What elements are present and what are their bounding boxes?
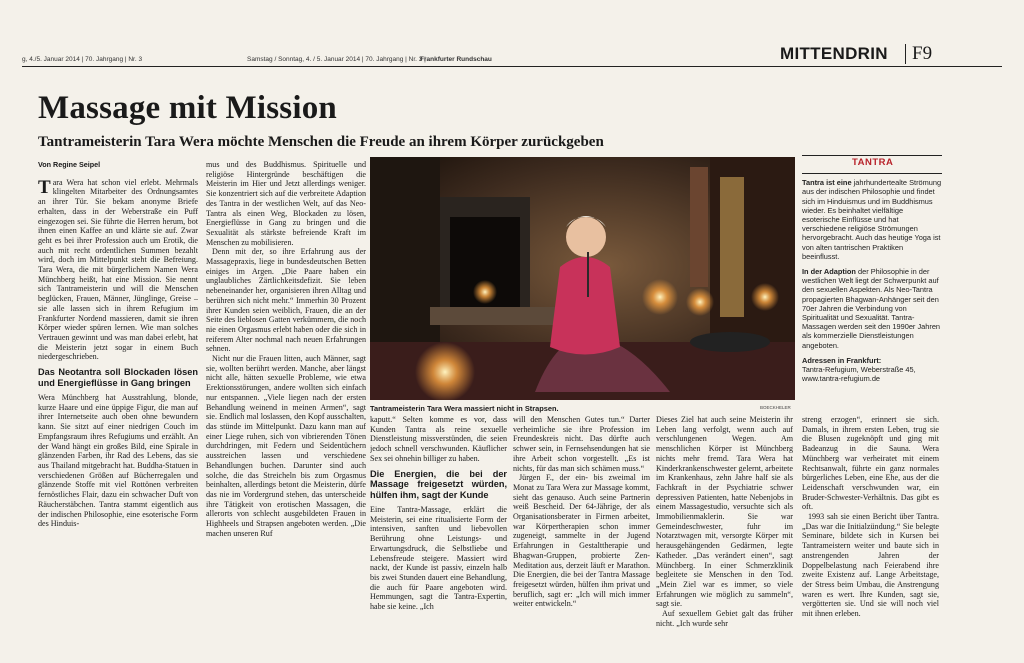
paragraph: Nicht nur die Frauen litten, auch Männer, sagt sie, wollten berührt werden. Manche, aber längst nicht alle, hätten sexuelle Probleme, wie etwa Erektionsstörungen, andere wollten sich einfach nur entspannen. „Viele liegen nach der ersten Behandlung weinend in meinen Armen“, sagt sie. Endlich mal loslassen, den Kopf ausschalten, das stünde im Mittelpunkt. Dazu kann man auf einer Liege ruhen, sich von vibrierenden Tönen durchdringen, mit Federn und Seidentüchern ausstreichen lassen und verschiedene Behandlungen buchen. Darunter sind auch solche, die das Streicheln bis zum Orgasmus beinhalten, allerdings betont die Meisterin, dürfe das nie im Vordergrund stehen, das unterscheide ihre Tätigkeit von erotischen Massagen, die allerorts von schlecht ausgebildeten Frauen in Highheels und Strapsen angeboten werden. „Die machen unseren Ruf	[206, 354, 366, 538]
article-column-3	[370, 415, 507, 650]
article-column-4	[513, 415, 650, 650]
info-box-title: TANTRA	[852, 157, 894, 168]
info-box-top-rule	[802, 155, 942, 156]
paragraph: Auf sexuellem Gebiet galt das früher nicht. „Ich wurde sehr	[656, 609, 793, 628]
info-address: Adressen in Frankfurt:	[802, 355, 882, 365]
paragraph: Wera Münchberg hat Ausstrahlung, blonde, kurze Haare und eine üppige Figur, die man auf ihrer Internetseite auch oben ohne bewundern kann. Sie sitzt auf einer niedrigen Couch im Empfangsraum ihres Refugiums und erzählt. An der Wand hängt ein großes Bild, eine Spirale in glänzenden Farben, ihr Rad des Lebens, das sie aus Thailand mitgebracht hat. Buddha-Statuen in verschiedenen Größen auf Bücherregalen und glänzende Stoffe mit viel Rottönen verbreiten fernöstliches Flair, dazu ein schwacher Duft von Räucherstäbchen. Tantra stammt eigentlich aus der indischen Philosophie, eine esoterische Form des Hinduis-	[38, 393, 198, 529]
info-paragraph: In der Adaption der Philosophie in der westlichen Welt liegt der Schwerpunkt auf den sexuellen Aspekten. Als Neo-Tantra propagierten Bhagwan-Anhänger seit den 70er Jahren die Verbindung von Spiritualität und Sexualität. Tantra-Massagen werden seit den 1990er Jahren als kommerzielle Dienstleistungen angeboten.	[802, 267, 941, 350]
info-box-title-rule	[802, 173, 942, 174]
article-column-2	[206, 160, 366, 650]
page-number: F9	[912, 43, 933, 64]
paragraph: kaputt.“ Selten komme es vor, dass Kunden Tantra als reine sexuelle Dienstleistung missverstünden, die seien jedoch schnell verschwunden. Käuflicher Sex sei ohnehin billiger zu haben.	[370, 415, 507, 463]
masthead-left-date: g, 4./5. Januar 2014 | 70. Jahrgang | Nr. 3	[22, 56, 143, 63]
masthead-center-date: Samstag / Sonntag, 4. / 5. Januar 2014 | 70. Jahrgang | Nr. 3 |	[247, 56, 426, 63]
paragraph: 1993 sah sie einen Bericht über Tantra. „Das war die Initialzündung.“ Sie belegte Seminare, bildete sich in Kursen bei Tantrameistern weiter und baute sich in anstrengenden Jahren der Doppelbelastung nach Feierabend ihre zweite Existenz auf. Lange Arbeitstage, der Stress beim Umbau, die Anstrengung waren es wert. Ihre Kunden, sagt sie, vergötterten sie. Und sie will noch viel mit ihnen erleben.	[802, 512, 939, 619]
info-paragraph: Tantra ist eine jahrhundertealte Strömung aus der indischen Philosophie und findet sich im Hinduismus und im Buddhismus wieder. Es beinhaltet vielfältige esoterische Einflüsse und hat verschiedene religiöse Strömungen hervorgebracht. Auch das heutige Yoga ist von alten tantrischen Praktiken beeinflusst.	[802, 178, 942, 261]
masthead-rule	[22, 66, 1002, 67]
paragraph: streng erzogen“, erinnert sie sich. Damals, in ihrem ersten Leben, trug sie die Blusen zugeknöpft und ging mit Badeanzug in die Sauna. Wera Münchberg war verheiratet mit einem Rechtsanwalt, führte ein ganz normales bürgerliches Leben, eine Ehe, aus der die Leidenschaft verschwunden war, ein Bruder-Schwester-Verhältnis. Das gibt es oft.	[802, 415, 939, 512]
column-subheading: Das Neotantra soll Blockaden lösen und Energieflüsse in Gang bringen	[38, 367, 198, 388]
byline: Von Regine Seipel	[38, 160, 101, 169]
article-subheadline: Tantrameisterin Tara Wera möchte Menschen die Freude an ihrem Körper zurückgeben	[38, 134, 604, 150]
paragraph: Denn mit der, so ihre Erfahrung aus der Massagepraxis, liege in bundesdeutschen Betten einiges im Argen. „Die Paare haben ein unglaubliches Zärtlichkeitsdefizit. Sie leben nebeneinander her, organisieren ihren Alltag und berühren sich nicht mehr.“ Immerhin 30 Prozent ihrer Kunden seien weiblich, Frauen, die an der Seite des lieblosen Gatten verkümmern, die noch nie einen Orgasmus erlebt haben oder die sich in reiferem Alter nochmal nach neuen Erfahrungen sehnen.	[206, 247, 366, 354]
photo-credit: BOECKHELER	[760, 405, 791, 410]
drop-cap: T	[38, 176, 51, 198]
article-column-1	[38, 160, 198, 650]
paragraph: Tara Wera hat schon viel erlebt. Mehrmals klingelten Mitarbeiter des Ordnungsamtes an ihrer Tür. Sie bekam anonyme Briefe erhalten, dass in der Weberstraße ein Puff eingezogen sei. Sie führte die Herren herum, bot ihnen einen Kaffee an und klärte sie auf. Zwar geht es bei ihrer Profession auch um Erotik, die auch mit recht ordentlichen Summen bezahlt wird, doch im Mittelpunkt steht die Befreiung. Tara Wera, die mit bürgerlichem Namen Wera Münchberg heißt, hat eine Mission. Sie nennt sich Tantrameisterin und will die Menschen beglücken, Frauen, Männer, Jünglinge, Greise – sie alle lassen sich in ihrem Refugium im Frankfurter Nordend massieren, damit sie ihren Körper wieder spüren lernen. Wie man solches Vertrauen gewinnt und was man dabei erlebt, hat die Meisterin jetzt sogar in einem Buch niedergeschrieben.	[38, 176, 198, 362]
article-headline: Massage mit Mission	[38, 90, 337, 126]
paragraph: Eine Tantra-Massage, erklärt die Meisterin, sei eine ritualisierte Form der intensiven, sanften und liebevollen Berührung ohne Leistungs- und Erwartungsdruck, die Selbstliebe und Lebensfreude steigere. Massiert wird nackt, der Kunde ist passiv, einzeln halb bis zwei Stunden dauert eine Behandlung, die auch für Paare angeboten wird. Hemmungen, sagt die Tantra-Expertin, habe sie keine. „Ich	[370, 505, 507, 612]
photo-caption: Tantrameisterin Tara Wera massiert nicht in Strapsen.	[370, 404, 559, 413]
article-column-5	[656, 415, 793, 650]
info-address-line: Tantra-Refugium, Weberstraße 45,	[802, 365, 916, 375]
paragraph: mus und des Buddhismus. Spirituelle und religiöse Hintergründe beschäftigen die Meisterin im Hier und Jetzt allerdings weniger. Sie konzentriert sich auf die verbreitete Adaption des Tantra in der westlichen Welt, auf das Neo-Tantra als einen Weg, Blockaden zu lösen, Energieflüsse in Gang zu bringen und die Sexualität als stärkste befreiende Kraft im Menschen zu mobilisieren.	[206, 160, 366, 247]
section-divider	[905, 44, 906, 64]
paragraph: Dieses Ziel hat auch seine Meisterin ihr Leben lang verfolgt, wenn auch auf verschlungenen Wegen. Am menschlichen Körper ist Münchberg nichts mehr fremd. Tara Wera hat Kinderkrankenschwester gelernt, arbeitete im Krankenhaus, zehn Jahre half sie als Fachkraft in der Psychiatrie schwer depressiven Patienten, hatte Nebenjobs in einem Massagestudio, versuchte sich als Immobilienmaklerin. Sie war Gemeindeschwester, fuhr im Notarztwagen mit, versorgte Körper mit herausgehängenden Gedärmen, legte Katheder. „Das verändert einen“, sagt Münchberg. In einer Schmerzklinik begleitete sie Menschen in den Tod. „Mein Ziel war es immer, so viele Erfahrungen wie möglich zu sammeln“, sagt sie.	[656, 415, 793, 609]
article-photo	[370, 157, 795, 400]
article-column-6	[802, 415, 939, 650]
paragraph: Jürgen F., der ein- bis zweimal im Monat zu Tara Wera zur Massage kommt, sieht das genauso. Auch seine Partnerin weiß Bescheid. Der 64-Jährige, der als Organisationsberater in Firmen arbeitet, war Körpertherapien schon immer zugeneigt, sammelte in der Jugend Erfahrungen in Gestalttherapie und Bhagwan-Gruppen, probierte Zen-Meditation aus, derzeit läuft er Marathon. Die Energien, die bei der Tantra Massage freigesetzt würden, hülfen ihm privat und beruflich, sagt er: „Ich will mich immer weiter entwickeln.“	[513, 473, 650, 609]
paragraph: will den Menschen Gutes tun.“ Darter verheimliche sie ihre Profession im Freundeskreis nicht. Das dürfte auch schwer sein, in Fernsehsendungen hat sie ihre Arbeit schon vorgestellt. „Es ist nichts, für das man sich schämen muss.“	[513, 415, 650, 473]
info-address-url: www.tantra-refugium.de	[802, 374, 881, 384]
masthead-paper-name: Frankfurter Rundschau	[420, 56, 492, 63]
section-name: MITTENDRIN	[780, 44, 888, 63]
tantra-info-box	[802, 155, 942, 395]
column-subheading: Die Energien, die bei der Massage freigesetzt würden, hülfen ihm, sagt der Kunde	[370, 468, 507, 500]
photo-tantra-master-image	[370, 157, 795, 400]
